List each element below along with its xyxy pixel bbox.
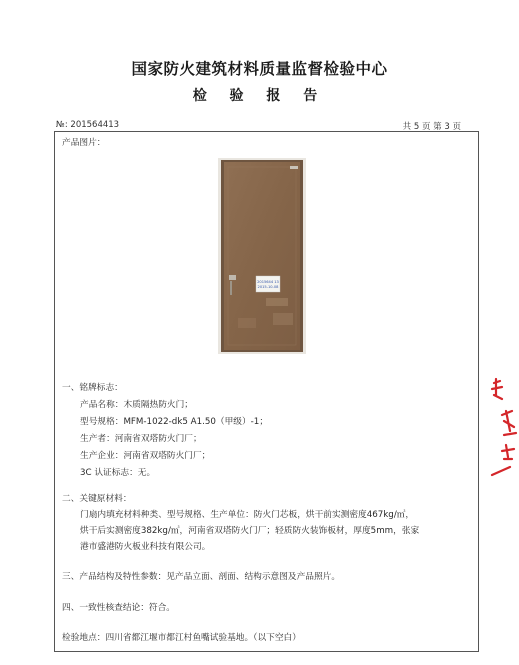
red-seal-stamp — [482, 375, 519, 485]
materials-line-1: 门扇内填充材料种类、型号规格、生产单位：防火门芯板，烘干前实测密度467kg/㎥， — [80, 510, 415, 520]
location-text: 检验地点：四川省都江堰市都江村鱼嘴试验基地。（以下空白） — [62, 633, 301, 643]
photo-label: 产品图片： — [62, 138, 106, 148]
materials-line-2: 烘干后实测密度382kg/㎥，河南省双塔防火门厂；轻质防火装饰板材，厚度5mm，张家 — [80, 526, 420, 536]
materials-line-3: 港市盛港防火板业科技有限公司。 — [80, 542, 211, 552]
model-spec: 型号规格：MFM-1022-dk5 A1.50（甲级）-1； — [80, 417, 269, 427]
producer: 生产者：河南省双塔防火门厂； — [80, 434, 202, 444]
product-photo — [218, 158, 306, 354]
cert-mark: 3C 认证标志：无。 — [80, 468, 156, 478]
photo-tag-line2: 2015-10-08 — [257, 285, 279, 289]
photo-tag-line1: 2015644 13 — [257, 280, 279, 284]
product-name: 产品名称：木质隔热防火门； — [80, 400, 193, 410]
report-title: 检 验 报 告 — [192, 88, 327, 104]
consistency-text: 四、一致性核查结论：符合。 — [62, 603, 175, 613]
page-info: 共 5 页 第 3 页 — [402, 122, 461, 132]
nameplate-heading: 一、铭牌标志： — [62, 383, 123, 393]
manufacturer: 生产企业：河南省双塔防火门厂； — [80, 451, 211, 461]
materials-heading: 二、关键原材料： — [62, 494, 132, 504]
structure-text: 三、产品结构及特性参数：见产品立面、剖面、结构示意图及产品照片。 — [62, 572, 340, 582]
report-number: №: 201564413 — [56, 120, 120, 130]
institution-title: 国家防火建筑材料质量监督检验中心 — [131, 60, 388, 78]
